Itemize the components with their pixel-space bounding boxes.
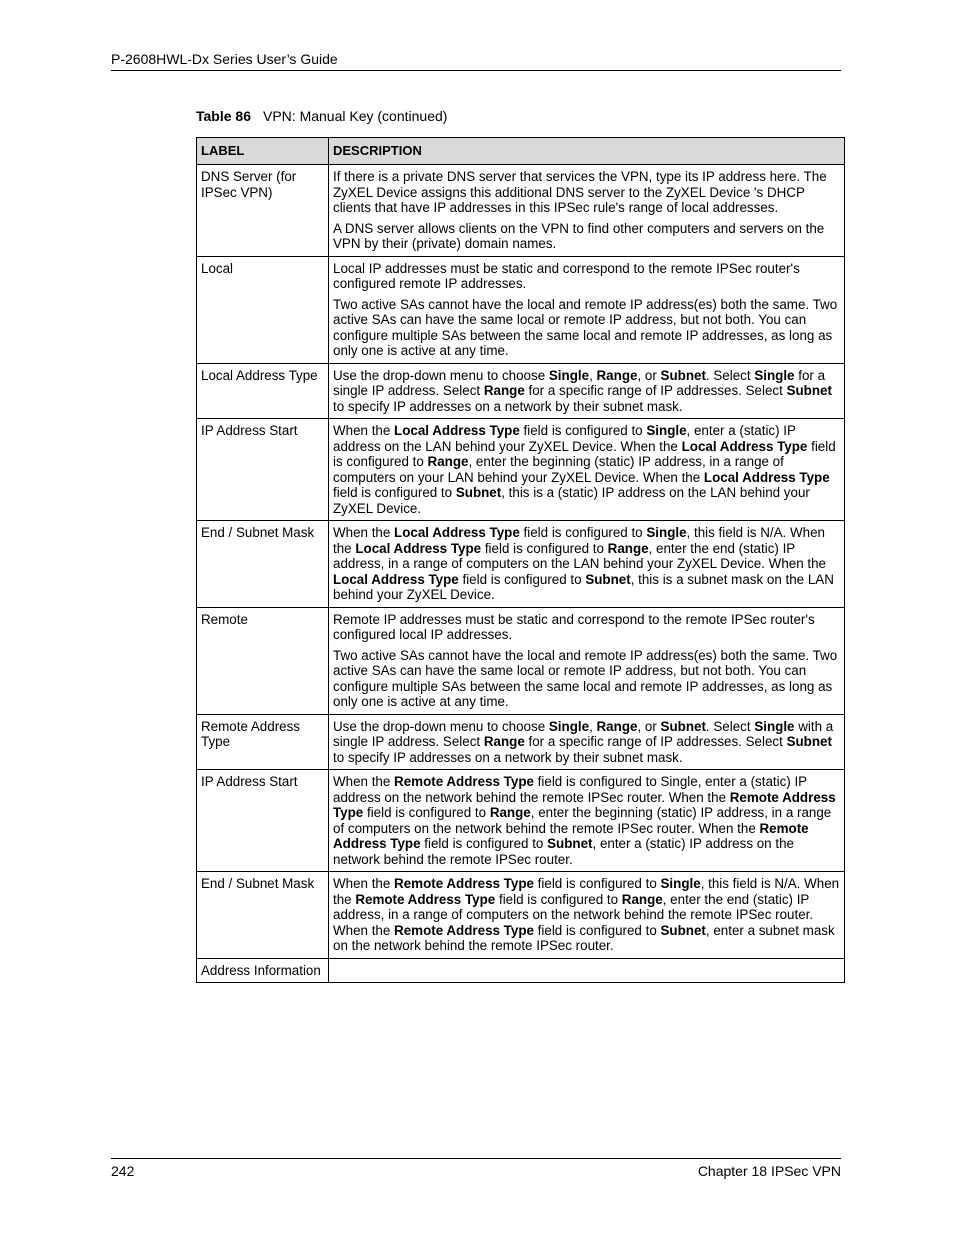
text-run: , this field is N/A. When the xyxy=(333,525,825,556)
row-label: Local Address Type xyxy=(197,363,329,419)
row-description xyxy=(329,165,845,257)
bold-term: Single xyxy=(548,367,590,383)
text-run: , enter the end (static) IP address, in a range of computers on the network behind the remote IPSec router. When the xyxy=(333,891,814,938)
bold-term: Remote Address Type xyxy=(355,891,496,907)
text-run: Two active SAs cannot have the local and remote IP address(es) both the same. Two active SAs can have the same local or remote IP address, but not both. You can configure multiple SAs between the same local and remote IP addresses, as long as only one is active at any time. xyxy=(333,647,838,709)
text-run: When the xyxy=(333,525,395,540)
row-description xyxy=(329,521,845,608)
row-description xyxy=(329,256,845,363)
text-run: When the xyxy=(333,423,395,438)
table-title: VPN: Manual Key (continued) xyxy=(263,108,448,124)
bold-term: Remote Address Type xyxy=(394,922,534,938)
row-label: DNS Server (for IPSec VPN) xyxy=(197,165,329,257)
text-run: When the xyxy=(333,876,395,891)
bold-term: Local Address Type xyxy=(355,540,482,556)
description-paragraph xyxy=(333,423,840,516)
row-label: IP Address Start xyxy=(197,770,329,872)
row-label: Local xyxy=(197,256,329,363)
row-description xyxy=(329,607,845,714)
table-row xyxy=(197,165,845,257)
bold-term: Single xyxy=(660,876,701,891)
bold-term: Local Address Type xyxy=(333,571,459,587)
text-run: field is configured to xyxy=(519,525,647,540)
text-run: field is configured to xyxy=(533,876,661,891)
bold-term: Single xyxy=(646,525,687,540)
text-run: field is configured to Single, enter a (static) IP address on the network behind the remote IPSec router. When the xyxy=(333,774,807,805)
text-run: field is configured to xyxy=(533,922,661,938)
page-header xyxy=(111,51,841,71)
text-run: for a specific range of IP addresses. Select xyxy=(524,383,787,398)
table-row xyxy=(197,607,845,714)
text-run: Local IP addresses must be static and correspond to the remote IPSec router's configured remote IP addresses. xyxy=(333,260,800,291)
bold-term: Subnet xyxy=(786,383,832,398)
text-run: A DNS server allows clients on the VPN to find other computers and servers on the VPN by their (private) domain names. xyxy=(333,220,825,251)
row-description xyxy=(329,770,845,872)
table-row xyxy=(197,770,845,872)
description-paragraph xyxy=(333,719,840,766)
text-run: for a specific range of IP addresses. Select xyxy=(524,734,787,749)
page-footer xyxy=(111,1158,841,1179)
description-paragraph xyxy=(333,774,840,867)
text-run: Use the drop-down menu to choose xyxy=(333,367,549,383)
row-description xyxy=(329,958,845,983)
row-label: Address Information xyxy=(197,958,329,983)
row-description xyxy=(329,419,845,521)
bold-term: Subnet xyxy=(660,367,706,383)
table-row xyxy=(197,958,845,983)
description-paragraph xyxy=(333,525,840,603)
description-paragraph xyxy=(333,368,840,415)
row-description xyxy=(329,714,845,770)
bold-term: Remote Address Type xyxy=(394,876,534,891)
bold-term: Range xyxy=(596,367,638,383)
text-run: Two active SAs cannot have the local and remote IP address(es) both the same. Two active SAs can have the same local or remote IP address, but not both. You can configure multiple SAs between the same local and remote IP addresses, as long as only one is active at any time. xyxy=(333,296,838,358)
text-run: . Select xyxy=(705,718,755,734)
table-row xyxy=(197,872,845,959)
bold-term: Subnet xyxy=(660,718,706,734)
bold-term: Range xyxy=(427,454,469,469)
chapter-title: Chapter 18 IPSec VPN xyxy=(697,1163,841,1179)
text-run: with a single IP address. Select xyxy=(333,718,834,749)
table-row xyxy=(197,256,845,363)
text-run: , xyxy=(589,718,597,734)
text-run: If there is a private DNS server that services the VPN, type its IP address here. The ZyXEL Device assigns this additional DNS server to the ZyXEL Device 's DHCP clients that have IP addresses in this IPSec rule's range of local addresses. xyxy=(333,169,827,215)
row-label: IP Address Start xyxy=(197,419,329,521)
text-run: , enter the beginning (static) IP address, in a range of computers on the network behind the remote IPSec router. When the xyxy=(333,805,832,836)
text-run: , enter a (static) IP address on the LAN behind your ZyXEL Device. When the xyxy=(333,423,796,454)
text-run: Use the drop-down menu to choose xyxy=(333,718,549,734)
text-run: field is configured to xyxy=(420,836,548,851)
bold-term: Remote Address Type xyxy=(333,820,809,851)
bold-term: Subnet xyxy=(786,734,832,749)
bold-term: Local Address Type xyxy=(703,469,830,485)
vpn-manual-key-table xyxy=(196,137,845,983)
description-paragraph xyxy=(333,612,840,643)
text-run: to specify IP addresses on a network by their subnet mask. xyxy=(333,398,683,414)
bold-term: Range xyxy=(483,734,525,749)
bold-term: Range xyxy=(621,891,663,907)
table-body xyxy=(197,165,845,983)
text-run: field is configured to xyxy=(519,423,647,438)
text-run: , or xyxy=(637,367,661,383)
bold-term: Remote Address Type xyxy=(394,774,534,789)
bold-term: Range xyxy=(607,540,649,556)
text-run: , enter the end (static) IP address, in a range of computers on the LAN behind your ZyXEL Device. When the xyxy=(333,540,826,571)
text-run: , enter a (static) IP address on the network behind the remote IPSec router. xyxy=(333,836,794,867)
description-paragraph xyxy=(333,876,840,954)
bold-term: Single xyxy=(754,367,795,383)
bold-term: Range xyxy=(596,718,638,734)
table-row xyxy=(197,714,845,770)
bold-term: Range xyxy=(483,383,525,398)
text-run: to specify IP addresses on a network by their subnet mask. xyxy=(333,749,683,765)
row-label: Remote Address Type xyxy=(197,714,329,770)
text-run: , this is a (static) IP address on the LAN behind your ZyXEL Device. xyxy=(333,485,810,516)
bold-term: Subnet xyxy=(585,571,631,587)
description-paragraph xyxy=(333,169,840,216)
row-description xyxy=(329,872,845,959)
description-paragraph xyxy=(333,261,840,292)
text-run: . Select xyxy=(705,367,755,383)
text-run: field is configured to xyxy=(333,438,836,469)
text-run: , enter a subnet mask on the network behind the remote IPSec router. xyxy=(333,922,835,953)
text-run: , this field is N/A. When the xyxy=(333,876,840,907)
page-number: 242 xyxy=(111,1163,135,1179)
description-column-header: DESCRIPTION xyxy=(329,138,845,165)
description-paragraph xyxy=(333,297,840,359)
table-row xyxy=(197,419,845,521)
text-run: field is configured to xyxy=(481,540,608,556)
bold-term: Subnet xyxy=(660,922,706,938)
description-paragraph xyxy=(333,221,840,252)
bold-term: Subnet xyxy=(455,485,502,500)
row-description xyxy=(329,363,845,419)
text-run: for a single IP address. Select xyxy=(333,367,826,398)
text-run: field is configured to xyxy=(458,571,586,587)
text-run: , this is a subnet mask on the LAN behind your ZyXEL Device. xyxy=(333,571,834,602)
bold-term: Local Address Type xyxy=(394,423,520,438)
bold-term: Subnet xyxy=(547,836,593,851)
bold-term: Single xyxy=(548,718,590,734)
bold-term: Local Address Type xyxy=(681,438,808,454)
text-run: Remote IP addresses must be static and correspond to the remote IPSec router's configured local IP addresses. xyxy=(333,611,815,642)
text-run: field is configured to xyxy=(333,485,456,500)
table-row xyxy=(197,521,845,608)
table-number: Table 86 xyxy=(196,108,251,124)
bold-term: Range xyxy=(489,805,531,820)
text-run: , xyxy=(589,367,597,383)
bold-term: Single xyxy=(646,423,687,438)
guide-title: P-2608HWL-Dx Series User’s Guide xyxy=(111,51,338,67)
text-run: field is configured to xyxy=(363,805,490,820)
text-run: , or xyxy=(637,718,661,734)
bold-term: Single xyxy=(754,718,795,734)
label-column-header: LABEL xyxy=(197,138,329,165)
row-label: End / Subnet Mask xyxy=(197,872,329,959)
table-row xyxy=(197,363,845,419)
text-run: When the xyxy=(333,774,395,789)
description-paragraph xyxy=(333,648,840,710)
bold-term: Local Address Type xyxy=(394,525,520,540)
row-label: Remote xyxy=(197,607,329,714)
table-caption xyxy=(196,108,447,124)
row-label: End / Subnet Mask xyxy=(197,521,329,608)
text-run: , enter the beginning (static) IP address, in a range of computers on your LAN behind your ZyXEL Device. When the xyxy=(333,454,784,485)
text-run: field is configured to xyxy=(495,891,622,907)
table-header-row xyxy=(197,138,845,165)
bold-term: Remote Address Type xyxy=(333,789,836,820)
